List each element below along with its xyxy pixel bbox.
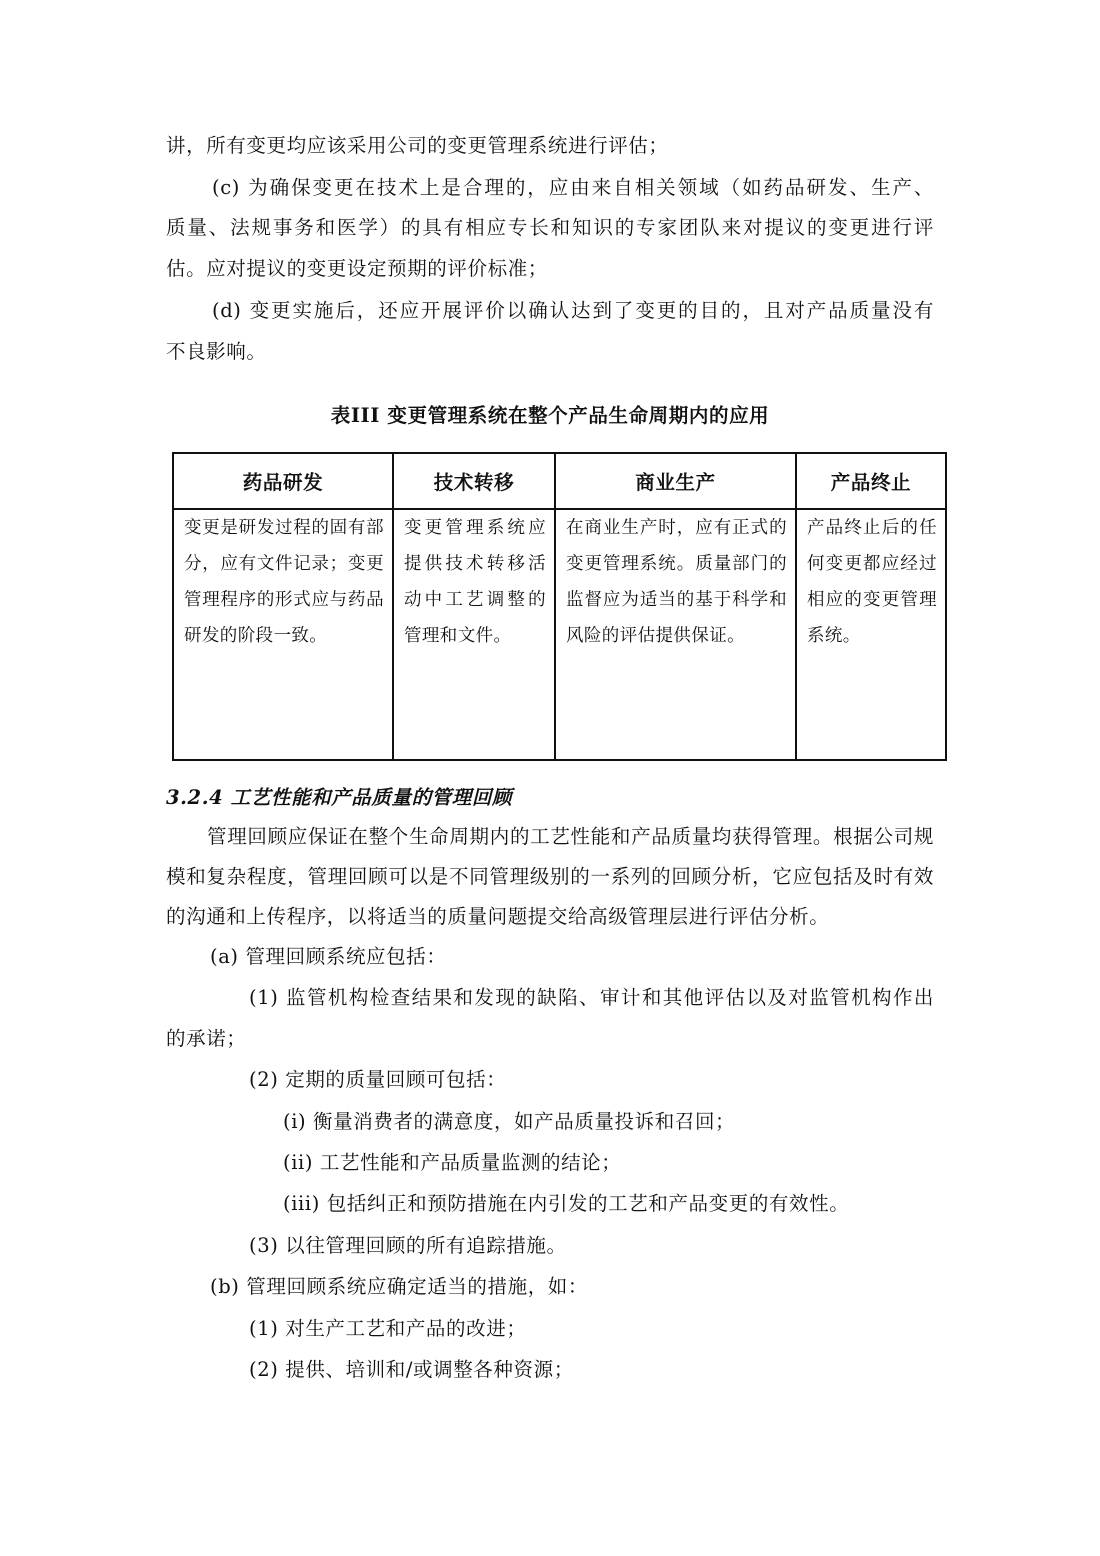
paragraph-line: 的承诺； bbox=[166, 1027, 247, 1050]
list-item: (2) 定期的质量回顾可包括： bbox=[249, 1068, 507, 1091]
list-item: (i) 衡量消费者的满意度，如产品质量投诉和召回； bbox=[283, 1110, 736, 1133]
list-item: (1) 对生产工艺和产品的改进； bbox=[249, 1317, 527, 1340]
table-header-cell: 技术转移 bbox=[393, 453, 555, 509]
table-header-row bbox=[173, 453, 946, 509]
list-item: (2) 提供、培训和/或调整各种资源； bbox=[249, 1358, 574, 1381]
list-item: (ii) 工艺性能和产品质量监测的结论； bbox=[283, 1151, 622, 1174]
list-item: (a) 管理回顾系统应包括： bbox=[210, 945, 447, 968]
paragraph-line: 估。应对提议的变更设定预期的评价标准； bbox=[166, 257, 548, 280]
paragraph-line: 不良影响。 bbox=[166, 340, 267, 363]
section-heading: 3.2.4 工艺性能和产品质量的管理回顾 bbox=[166, 786, 513, 809]
table-header-cell: 药品研发 bbox=[173, 453, 393, 509]
change-management-table bbox=[172, 452, 947, 761]
paragraph-line: 模和复杂程度，管理回顾可以是不同管理级别的一系列的回顾分析，它应包括及时有效 bbox=[166, 865, 934, 888]
paragraph-line: (c) 为确保变更在技术上是合理的，应由来自相关领域（如药品研发、生产、 bbox=[212, 176, 934, 199]
table-row bbox=[173, 509, 946, 760]
paragraph-line: (d) 变更实施后，还应开展评价以确认达到了变更的目的，且对产品质量没有 bbox=[212, 299, 934, 322]
table-cell: 产品终止后的任何变更都应经过相应的变更管理系统。 bbox=[796, 509, 946, 760]
list-item: (iii) 包括纠正和预防措施在内引发的工艺和产品变更的有效性。 bbox=[283, 1192, 850, 1215]
list-item: (b) 管理回顾系统应确定适当的措施，如： bbox=[210, 1275, 588, 1298]
list-item: (3) 以往管理回顾的所有追踪措施。 bbox=[249, 1234, 567, 1257]
table-cell: 在商业生产时，应有正式的变更管理系统。质量部门的监督应为适当的基于科学和风险的评估提供保证。 bbox=[555, 509, 796, 760]
list-item: (1) 监管机构检查结果和发现的缺陷、审计和其他评估以及对监管机构作出 bbox=[249, 986, 934, 1009]
paragraph-line: 的沟通和上传程序，以将适当的质量问题提交给高级管理层进行评估分析。 bbox=[166, 905, 830, 928]
paragraph-line: 讲，所有变更均应该采用公司的变更管理系统进行评估； bbox=[166, 134, 669, 157]
table-cell: 变更管理系统应提供技术转移活动中工艺调整的管理和文件。 bbox=[393, 509, 555, 760]
paragraph-line: 管理回顾应保证在整个生命周期内的工艺性能和产品质量均获得管理。根据公司规 bbox=[207, 825, 934, 848]
paragraph-line: 质量、法规事务和医学）的具有相应专长和知识的专家团队来对提议的变更进行评 bbox=[166, 216, 934, 239]
table-caption: 表III 变更管理系统在整个产品生命周期内的应用 bbox=[330, 404, 770, 427]
table-cell: 变更是研发过程的固有部分，应有文件记录；变更管理程序的形式应与药品研发的阶段一致。 bbox=[173, 509, 393, 760]
table-header-cell: 产品终止 bbox=[796, 453, 946, 509]
table-header-cell: 商业生产 bbox=[555, 453, 796, 509]
